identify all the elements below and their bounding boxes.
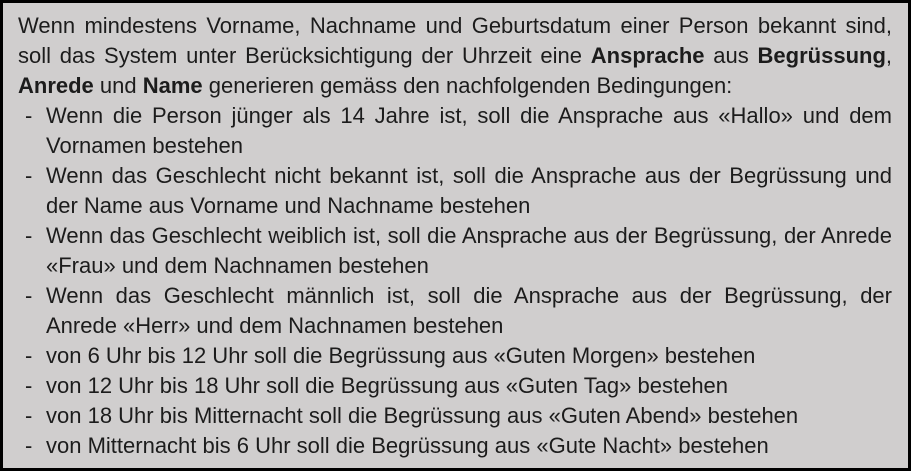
rule-item-evening xyxy=(18,401,892,431)
term-begruessung: Begrüssung xyxy=(757,43,886,68)
rules-list xyxy=(18,101,892,461)
rule-text: Wenn das Geschlecht nicht bekannt ist, soll die Ansprache aus der Begrüssung und der Name aus Vorname und Nachname bestehen xyxy=(46,163,892,218)
term-name: Name xyxy=(142,73,203,98)
rule-text: Wenn das Geschlecht weiblich ist, soll die Ansprache aus der Begrüssung, der Anrede «Frau» und dem Nachnamen bestehen xyxy=(46,223,892,278)
rule-item-gender-female xyxy=(18,221,892,281)
rule-item-morning xyxy=(18,341,892,371)
bullet-dash: - xyxy=(25,433,33,458)
rule-text: Wenn die Person jünger als 14 Jahre ist, soll die Ansprache aus «Hallo» und dem Vornamen bestehen xyxy=(46,103,892,158)
intro-text-1: Wenn mindestens Vorname, Nachname und Geburtsdatum einer Person bekannt sind, soll das System unter Berücksichtigung der Uhrzeit eine xyxy=(18,13,892,68)
rule-text: von 6 Uhr bis 12 Uhr soll die Begrüssung aus «Guten Morgen» bestehen xyxy=(46,343,756,368)
rule-item-gender-unknown xyxy=(18,161,892,221)
bullet-dash: - xyxy=(25,163,33,188)
rule-item-age xyxy=(18,101,892,161)
rule-text: von Mitternacht bis 6 Uhr soll die Begrüssung aus «Gute Nacht» bestehen xyxy=(46,433,769,458)
term-ansprache: Ansprache xyxy=(590,43,705,68)
intro-text-3: , xyxy=(885,43,893,68)
intro-text-2: aus xyxy=(704,43,758,68)
intro-text-5: generieren gemäss den nachfolgenden Bedingungen: xyxy=(202,73,733,98)
term-anrede: Anrede xyxy=(18,73,94,98)
bullet-dash: - xyxy=(25,403,33,428)
rule-text: Wenn das Geschlecht männlich ist, soll die Ansprache aus der Begrüssung, der Anrede «Herr» und dem Nachnamen bestehen xyxy=(46,283,892,338)
rule-item-night xyxy=(18,431,892,461)
rule-item-day xyxy=(18,371,892,401)
rule-text: von 18 Uhr bis Mitternacht soll die Begrüssung aus «Guten Abend» bestehen xyxy=(46,403,799,428)
bullet-dash: - xyxy=(25,223,33,248)
rule-item-gender-male xyxy=(18,281,892,341)
intro-paragraph xyxy=(18,11,892,101)
intro-text-4: und xyxy=(93,73,143,98)
bullet-dash: - xyxy=(25,283,33,308)
bullet-dash: - xyxy=(25,343,33,368)
bullet-dash: - xyxy=(25,103,33,128)
rule-text: von 12 Uhr bis 18 Uhr soll die Begrüssung aus «Guten Tag» bestehen xyxy=(46,373,729,398)
bullet-dash: - xyxy=(25,373,33,398)
